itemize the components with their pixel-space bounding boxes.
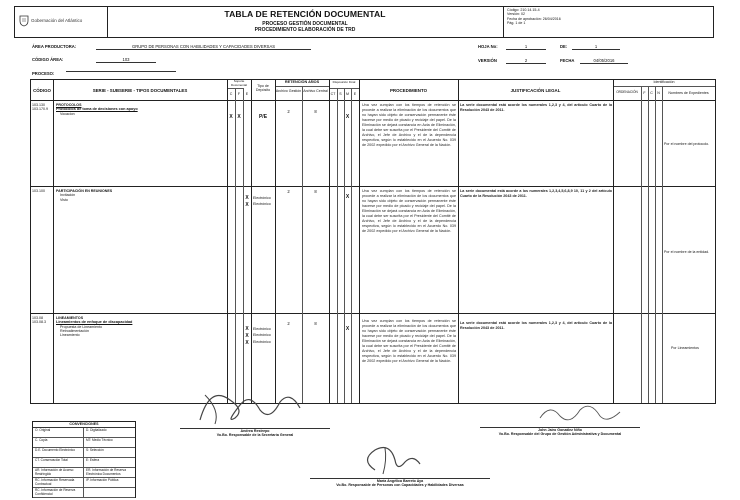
col-id-f: F xyxy=(643,91,646,95)
col-archivo-gestion: Archivo Gestión xyxy=(275,89,302,93)
hoja-value: 1 xyxy=(506,44,546,50)
row-type: Retroalimentación xyxy=(60,329,89,334)
fecha-value: 26/04/2016 xyxy=(542,16,561,21)
row1-mark-c: X xyxy=(229,114,233,120)
row3-archivo-central: 8 xyxy=(314,321,317,326)
col-identificacion: Identificación xyxy=(653,80,675,84)
row-subserie: Protocolos de toma de decisiones con apoyo xyxy=(56,107,138,112)
convention-item: CT. Conservación Total xyxy=(33,458,84,467)
convention-item: C. Copia xyxy=(33,438,84,447)
table-row-2-code xyxy=(32,189,53,193)
signature-center xyxy=(345,440,435,480)
fecha-label: Fecha de aprobación: xyxy=(507,16,542,21)
convention-item xyxy=(84,488,135,497)
row2-mark-e2: X xyxy=(245,202,249,208)
convention-row xyxy=(33,438,135,448)
signature-block-right xyxy=(480,427,640,437)
row-type: Lineamiento xyxy=(60,333,80,338)
convention-item: D. Digitalizado xyxy=(86,428,107,432)
row-type: Propuesta de Lineamiento xyxy=(60,324,102,329)
col-procedimiento: PROCEDIMIENTO xyxy=(390,88,427,93)
row3-mark-e2: X xyxy=(245,333,249,339)
table-row-1-code xyxy=(32,103,53,112)
fecha-info-value: 04/05/2016 xyxy=(580,58,628,64)
col-disp-ct: CT xyxy=(330,92,336,96)
row-serie: PARTICIPACIÓN EN REUNIONES xyxy=(56,189,113,193)
col-id-c: C xyxy=(650,91,653,95)
col-ordenacion: ORDENACIÓN xyxy=(616,90,638,94)
convention-item: E: Esfera xyxy=(86,458,100,462)
row2-expediente: Por el nombre de la entidad. xyxy=(664,250,710,254)
row-subcode: 103.170.9 xyxy=(32,107,48,112)
area-value: GRUPO DE PERSONAS CON HABILIDADES Y CAPACIDADES DIVERSAS xyxy=(96,44,311,50)
codigo-area-label: CÓDIGO ÁREA: xyxy=(32,57,64,62)
page-subtitle-procedure: PROCEDIMIENTO ELABORACIÓN DE TRD xyxy=(254,27,356,33)
row-type: Visto xyxy=(60,197,68,202)
convention-item: O. Original xyxy=(33,428,84,437)
col-codigo: CÓDIGO xyxy=(33,88,51,93)
signature-block-center xyxy=(310,478,490,488)
row-code: 103.130 xyxy=(32,103,45,107)
de-value: 1 xyxy=(572,44,620,50)
row-serie: LINEAMIENTOS xyxy=(56,316,84,320)
row1-archivo-central: 8 xyxy=(314,109,317,114)
row3-tipo xyxy=(253,327,275,344)
row-subcode: 103.08.3 xyxy=(32,320,46,325)
row2-archivo-gestion: 2 xyxy=(287,189,290,194)
doc-control xyxy=(507,8,712,25)
table-row-3-serie xyxy=(56,316,226,338)
convention-item: ER. Información de Reserva Electrónica Documentos xyxy=(86,468,127,476)
signature-right-role: Vo.Bo. Responsable del Grupo de Gestión Administrativa y Documental xyxy=(498,432,622,437)
proceso-label: PROCESO: xyxy=(32,71,55,76)
col-disp-s: S xyxy=(339,92,342,96)
col-id-n: N xyxy=(657,91,660,95)
col-justificacion: JUSTIFICACIÓN LEGAL xyxy=(510,88,561,93)
page-count: Pág. 1 de 1 xyxy=(507,20,526,25)
col-soporte-e: E xyxy=(245,92,249,96)
table-row-1-serie xyxy=(56,103,226,116)
row3-expediente: Por Lineamientos xyxy=(671,346,699,350)
row2-archivo-central: 8 xyxy=(314,189,317,194)
logo xyxy=(19,15,105,29)
row-type-format: Electrónico xyxy=(253,327,271,331)
version-label: Versión: xyxy=(507,12,520,17)
row-type: Invitación xyxy=(60,193,76,198)
col-serie: SERIE - SUBSERIE - TIPOS DOCUMENTALES xyxy=(92,88,188,93)
row2-disp: X xyxy=(345,194,350,200)
logo-text: Gobernación del Atlántico xyxy=(31,18,83,23)
fecha-info-label: FECHA xyxy=(560,58,575,63)
version-value: 02 xyxy=(521,12,525,17)
header-block xyxy=(14,6,714,38)
row1-procedure: Una vez cumplan con los tiempos de retención se procede a realizar la eliminación de los documentos que no hayan sido objeto de conservación permanente éste hacerse por medio de picado y reciclaje del papel. De la Eliminación se dejará constancia en Acta de Eliminación, la cual debe ser suscrita por el Presidente del Comité de Archivo, el Jefe de Archivo y el de la dependencia respectiva, según lo establecido en el Acuerdo No. 039 de 2002 expedido por el Archivo General de la Nación. xyxy=(362,103,456,148)
page-title: TABLA DE RETENCIÓN DOCUMENTAL xyxy=(224,9,386,19)
row2-mark-e1: X xyxy=(245,195,249,201)
row1-archivo-gestion: 2 xyxy=(287,109,290,114)
codigo-value: 210.14.15-4 xyxy=(520,8,540,12)
row2-tipo xyxy=(253,196,275,207)
retention-table xyxy=(30,79,716,404)
col-archivo-central: Archivo Central xyxy=(303,89,328,93)
signature-left xyxy=(190,380,320,428)
row-type-format: Electrónico xyxy=(253,333,271,338)
col-soporte-c: C xyxy=(229,92,233,96)
signature-left-name: Andrea Restrepo xyxy=(240,429,270,433)
de-label: DE: xyxy=(560,44,568,49)
convention-row xyxy=(33,468,135,478)
row-code: 103.100 xyxy=(32,189,45,193)
signature-center-name: María Angélica Barreto Aya xyxy=(376,479,424,483)
page-subtitle-process: PROCESO GESTIÓN DOCUMENTAL xyxy=(262,21,348,27)
convention-item: IP. Información Pública xyxy=(86,478,119,482)
version-info-label: VERSIÓN xyxy=(478,58,497,63)
signature-center-role: Vo.Bo. Responsable de Personas con Capacidades y Habilidades Diversas xyxy=(336,483,464,488)
row1-mark-f: X xyxy=(237,114,241,120)
convention-row xyxy=(33,478,135,488)
convention-row xyxy=(33,488,135,498)
shield-icon xyxy=(19,15,29,27)
convention-row xyxy=(33,448,135,458)
convention-item: AR. Información de Acceso Restringido xyxy=(33,468,84,477)
codigo-label: Código: xyxy=(507,8,520,12)
col-tipo-deposito: Tipo de Depósito xyxy=(255,84,271,93)
row2-justification: La serie documental está acorde a los numerales 1,2,3,4,5,6,8,9 10, 11 y 2 del artículo Cuarto de la Resolución 2043 de 2011. xyxy=(460,189,612,199)
convention-row xyxy=(33,458,135,468)
row-code: 103.08 xyxy=(32,316,43,320)
row1-tipo: P/E xyxy=(258,114,268,120)
version-info-value: 2 xyxy=(506,58,546,64)
row-type: Vocacion xyxy=(60,111,75,116)
col-disp-m: M xyxy=(346,92,349,96)
table-row-3-code xyxy=(32,316,53,325)
row-type-format: Electrónico xyxy=(253,196,271,200)
signature-right-name: John Jairo González Niño xyxy=(538,428,582,432)
convention-item: D.E. Documento Electrónico xyxy=(33,448,84,457)
row3-procedure: Una vez cumplan con los tiempos de retención se procede a realizar la eliminación de los documentos que no hayan sido objeto de conservación permanente éste hacerse por medio de picado y reciclaje del papel. De la Eliminación se dejará constancia en Acta de Eliminación, la cual debe ser suscrita por el Presidente del Comité de Archivo, el Jefe de Archivo y el de la dependencia respectiva, según lo establecido en el Acuerdo No. 039 de 2002 expedido por el Archivo General de la Nación. xyxy=(362,319,456,364)
row1-justification: La serie documental está acorde los numerales 1,2,3 y 4, del artículo Cuarto de la Resolución 2043 de 2011. xyxy=(460,103,612,113)
signature-left-role: Vo.Bo. Responsable de la Secretaría General xyxy=(216,433,294,438)
table-row-2-serie xyxy=(56,189,226,202)
row3-justification: La serie documental está acorde los numerales 1,2,3 y 4, del artículo Cuarto de la Resolución 2043 de 2011. xyxy=(460,321,612,331)
col-retencion: RETENCIÓN AÑOS xyxy=(284,80,320,84)
convention-item: S: Selección xyxy=(86,448,104,452)
col-soporte-f: F xyxy=(237,92,241,96)
proceso-value xyxy=(66,71,176,72)
row3-disp: X xyxy=(345,326,350,332)
row1-expediente: Por el nombre del protocolo. xyxy=(664,142,710,146)
row-type-format: Electrónico xyxy=(253,339,271,344)
row2-procedure: Una vez cumplan con los tiempos de retención se procede a realizar la eliminación de los documentos que no hayan sido objeto de conservación permanente éste hacerse por medio de picado y reciclaje del papel. De la Eliminación se dejará constancia en Acta de Eliminación, la cual debe ser suscrita por el Presidente del Comité de Archivo, el Jefe de Archivo y el de la dependencia respectiva, según lo establecido en el Acuerdo No. 039 de 2002 expedido por el Archivo General de la Nación. xyxy=(362,189,456,234)
row-type-format: Electrónico xyxy=(253,202,271,207)
col-disp-e: E xyxy=(353,92,357,96)
conventions-title: CONVENCIONES xyxy=(33,422,135,428)
signature-right xyxy=(535,398,625,428)
col-nombres: Nombres de Expedientes xyxy=(668,91,709,95)
hoja-label: HOJA No: xyxy=(478,44,498,49)
convention-row xyxy=(33,428,135,438)
codigo-area-value: 103 xyxy=(96,57,156,63)
row-subserie: Lineamientos de enfoque de discapacidad xyxy=(56,320,133,325)
signature-block-left xyxy=(180,428,330,438)
convention-item: RC. Información de Reserva Confidencial xyxy=(33,488,84,497)
row3-mark-e1: X xyxy=(245,326,249,332)
col-disposicion: Disposición Final xyxy=(332,80,356,84)
convention-item: MT: Medio Técnico xyxy=(86,438,113,442)
conventions-box xyxy=(32,421,136,498)
convention-item: RC. Información Reservada Contractual xyxy=(33,478,84,487)
row3-mark-e3: X xyxy=(245,340,249,346)
row-serie: PROTOCOLOS xyxy=(56,103,82,107)
area-label: ÁREA PRODUCTORA: xyxy=(32,44,77,49)
col-soporte: Soporte Documental xyxy=(230,79,247,87)
row1-disp: X xyxy=(345,114,350,120)
row3-archivo-gestion: 2 xyxy=(287,321,290,326)
